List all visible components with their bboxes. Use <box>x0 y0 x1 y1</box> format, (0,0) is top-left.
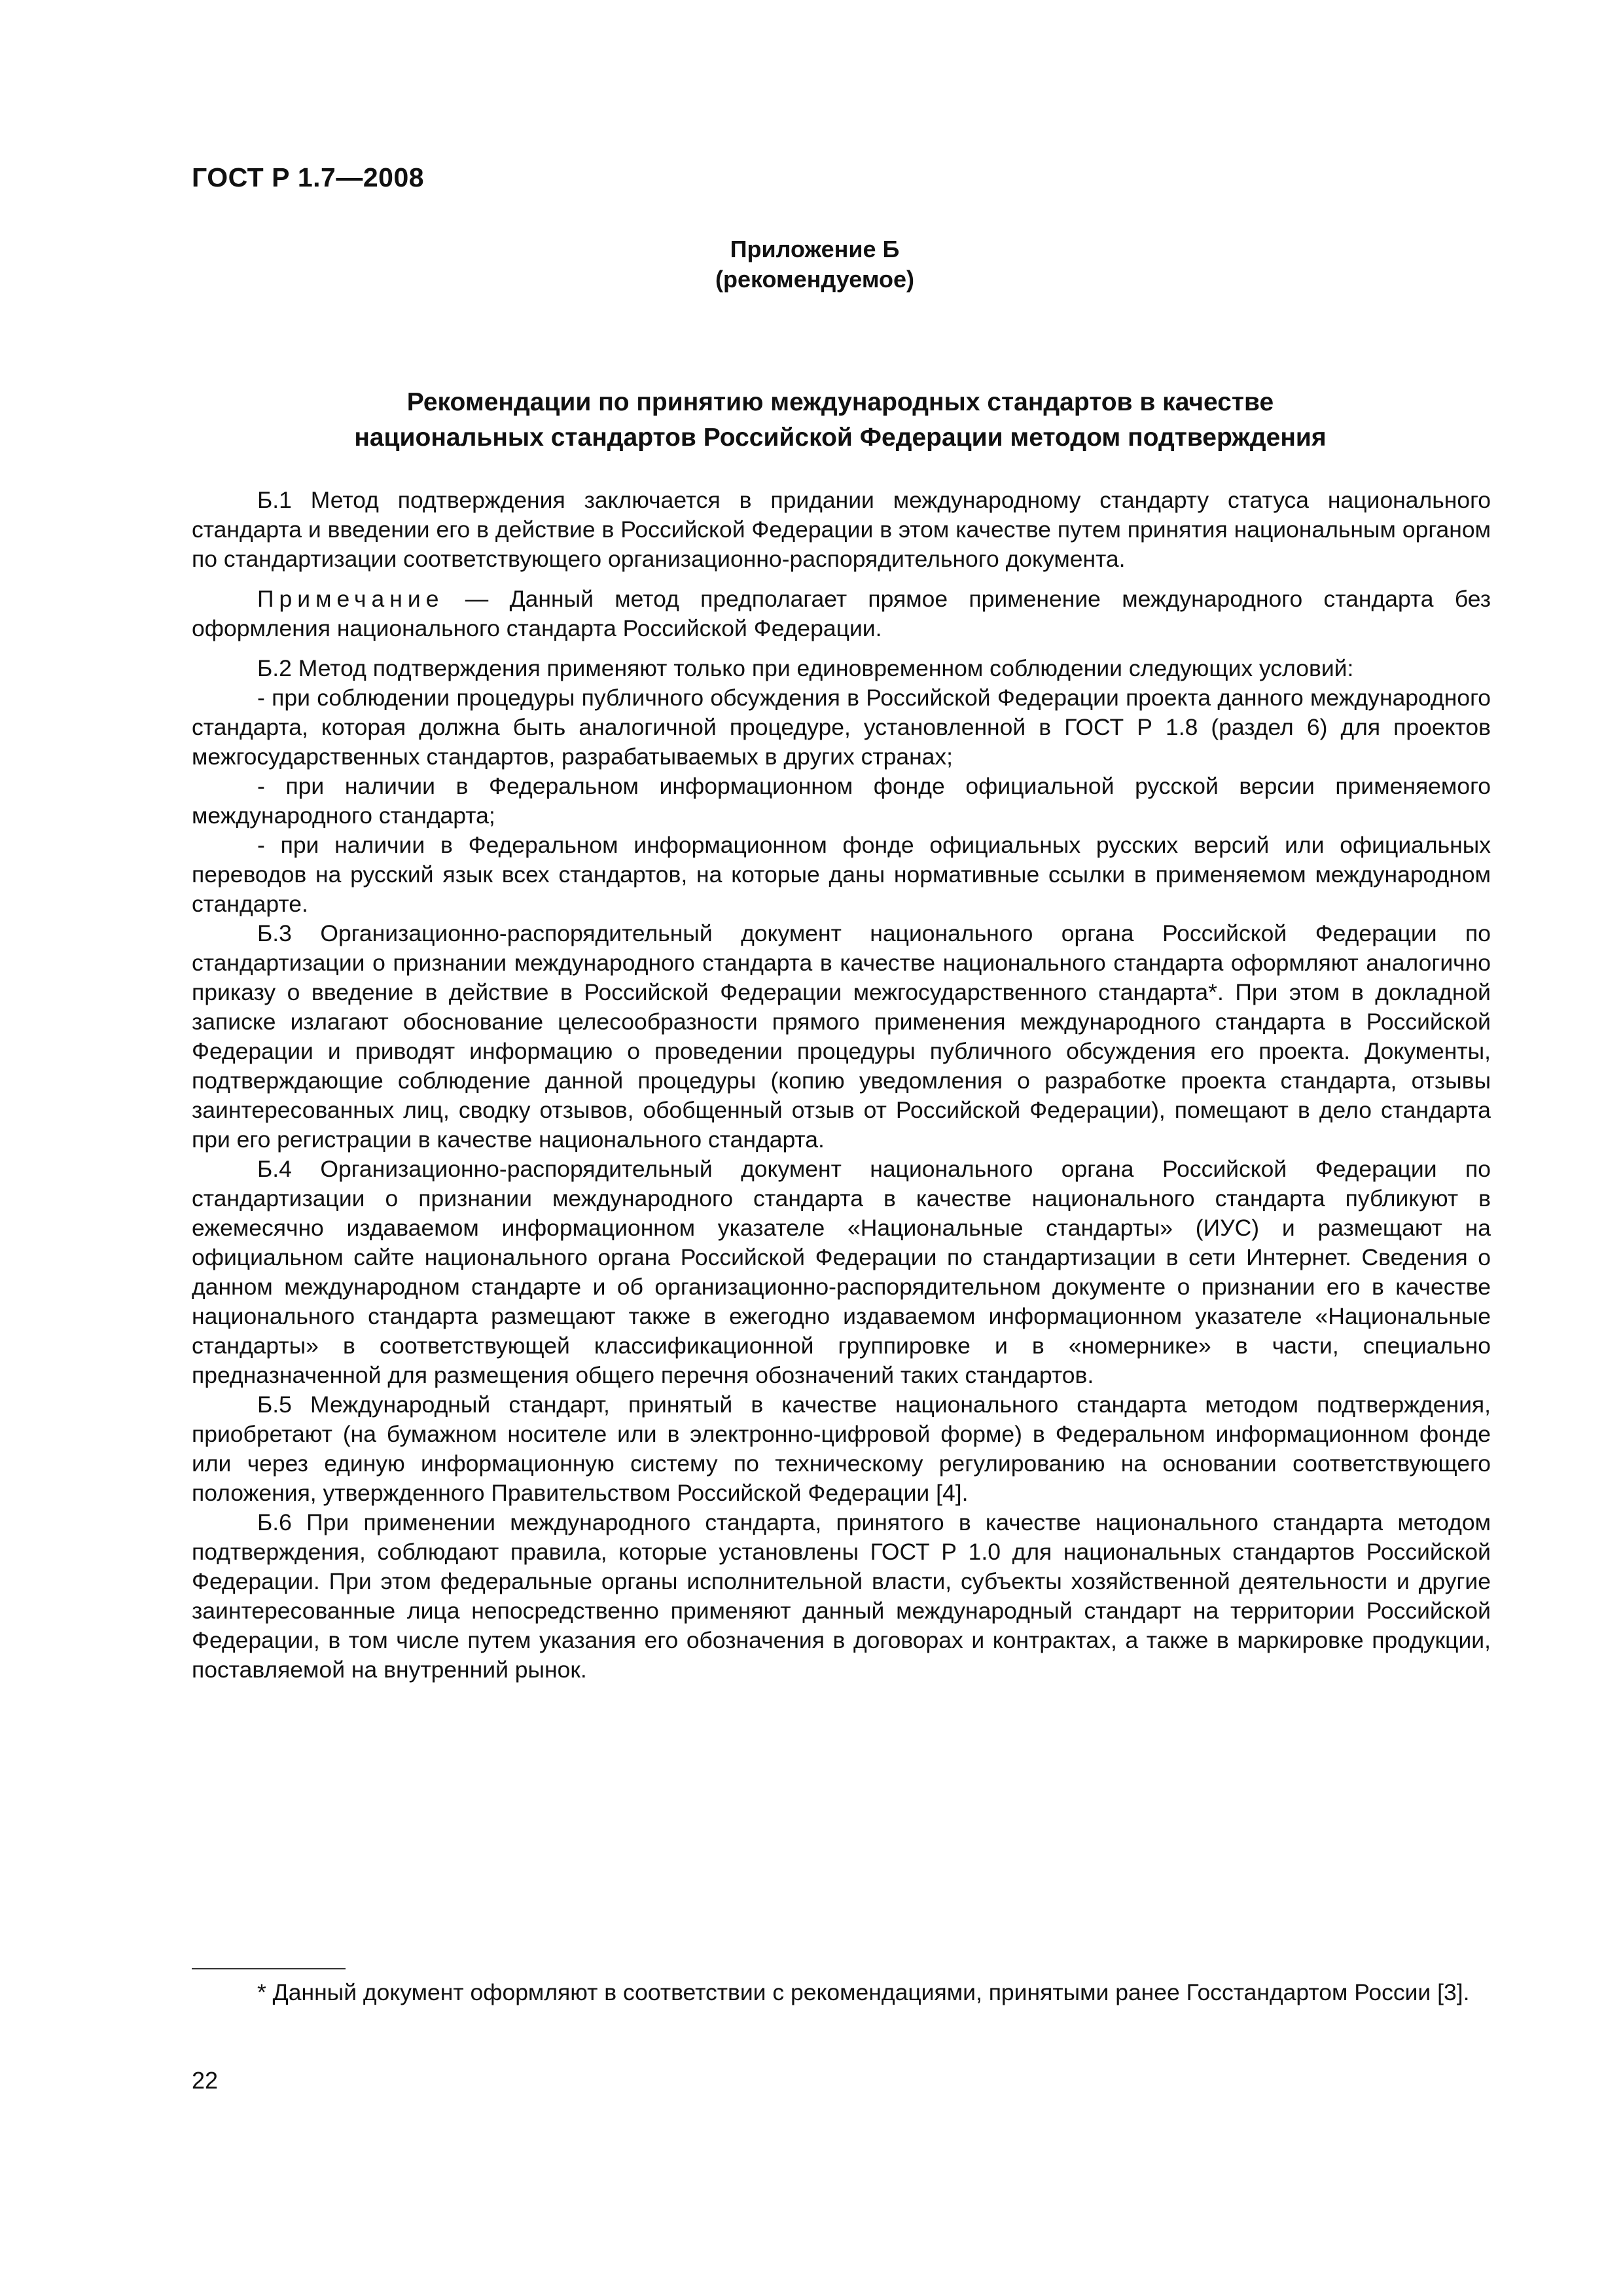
annex-status: (рекомендуемое) <box>715 266 914 293</box>
paragraph-b6: Б.6 При применении международного стандарта, принятого в качестве национального стандарта методом подтверждения, соблюдают правила, которые установлены ГОСТ Р 1.0 для национальных стандартов Российской Федерации. При этом федеральные органы исполнительной власти, субъекты хозяйственной деятельности и другие заинтересованные лица непосредственно применяют данный международный стандарт на территории Российской Федерации, в том числе путем указания его обозначения в договорах и контрактах, а также в маркировке продукции, поставляемой на внутренний рынок. <box>192 1509 1491 1683</box>
footnote-text: * Данный документ оформляют в соответствии с рекомендациями, принятыми ранее Госстандартом России [3]. <box>257 1979 1470 2005</box>
paragraph-b2: Б.2 Метод подтверждения применяют только при единовременном соблюдении следующих условий: <box>257 655 1354 681</box>
heading-line-1: Рекомендации по принятию международных стандартов в качестве <box>406 388 1274 416</box>
body-text <box>192 486 1491 1685</box>
annex-title: Приложение Б <box>730 236 900 262</box>
document-code: ГОСТ Р 1.7—2008 <box>192 162 425 192</box>
paragraph-b5: Б.5 Международный стандарт, принятый в качестве национального стандарта методом подтверждения, приобретают (на бумажном носителе или в электронно-цифровой форме) в Федеральном информационном фонде или через единую информационную систему по техническому регулированию на основании соответствующего положения, утвержденного Правительством Российской Федерации [4]. <box>192 1391 1491 1506</box>
note-paragraph <box>192 584 1491 643</box>
page-number: 22 <box>192 2067 219 2094</box>
section-heading <box>192 385 1489 456</box>
paragraph-b3: Б.3 Организационно-распорядительный документ национального органа Российской Федерации по стандартизации о признании международного стандарта в качестве национального стандарта оформляют аналогично приказу о введение в действие в Российской Федерации межгосударственного стандарта*. При этом в докладной записке излагают обоснование целесообразности прямого применения международного стандарта в Российской Федерации и приводят информацию о проведении процедуры публичного обсуждения его проекта. Документы, подтверждающие соблюдение данной процедуры (копию уведомления о разработке проекта стандарта, отзывы заинтересованных лиц, сводку отзывов, обобщенный отзыв от Российской Федерации), помещают в дело стандарта при его регистрации в качестве национального стандарта. <box>192 920 1491 1153</box>
footnote-divider <box>192 1968 346 1969</box>
paragraph-b4: Б.4 Организационно-распорядительный документ национального органа Российской Федерации по стандартизации о признании международного стандарта в качестве национального стандарта публикуют в ежемесячно издаваемом информационном указателе «Национальные стандарты» (ИУС) и размещают на официальном сайте национального органа Российской Федерации по стандартизации в сети Интернет. Сведения о данном международном стандарте и об организационно-распорядительном документе о признании его в качестве национального стандарта размещают также в ежегодно издаваемом информационном указателе «Национальные стандарты» в соответствующей классификационной группировке и в «номернике» в части, специально предназначенной для размещения общего перечня обозначений таких стандартов. <box>192 1156 1491 1388</box>
paragraph-b2-item-2: - при наличии в Федеральном информационном фонде официальной русской версии применяемого международного стандарта; <box>192 773 1491 829</box>
paragraph-b1: Б.1 Метод подтверждения заключается в придании международному стандарту статуса национального стандарта и введении его в действие в Российской Федерации в этом качестве путем принятия национальным органом по стандартизации соответствующего организационно-распорядительного документа. <box>192 487 1491 572</box>
heading-line-2: национальных стандартов Российской Федерации методом подтверждения <box>354 423 1327 452</box>
annex-header <box>0 234 1623 295</box>
note-text: — Данный метод предполагает прямое применение международного стандарта без оформления национального стандарта Российской Федерации. <box>192 586 1491 641</box>
paragraph-b2-item-1: - при соблюдении процедуры публичного обсуждения в Российской Федерации проекта данного международного стандарта, которая должна быть аналогичной процедуре, установленной в ГОСТ Р 1.8 (раздел 6) для проектов межгосударственных стандартов, разрабатываемых в других странах; <box>192 685 1491 770</box>
paragraph-b2-item-3: - при наличии в Федеральном информационном фонде официальных русских версий или официальных переводов на русский язык всех стандартов, на которые даны нормативные ссылки в применяемом международном стандарте. <box>192 832 1491 917</box>
footnote <box>192 1978 1491 2007</box>
note-label: Примечание <box>257 586 444 612</box>
